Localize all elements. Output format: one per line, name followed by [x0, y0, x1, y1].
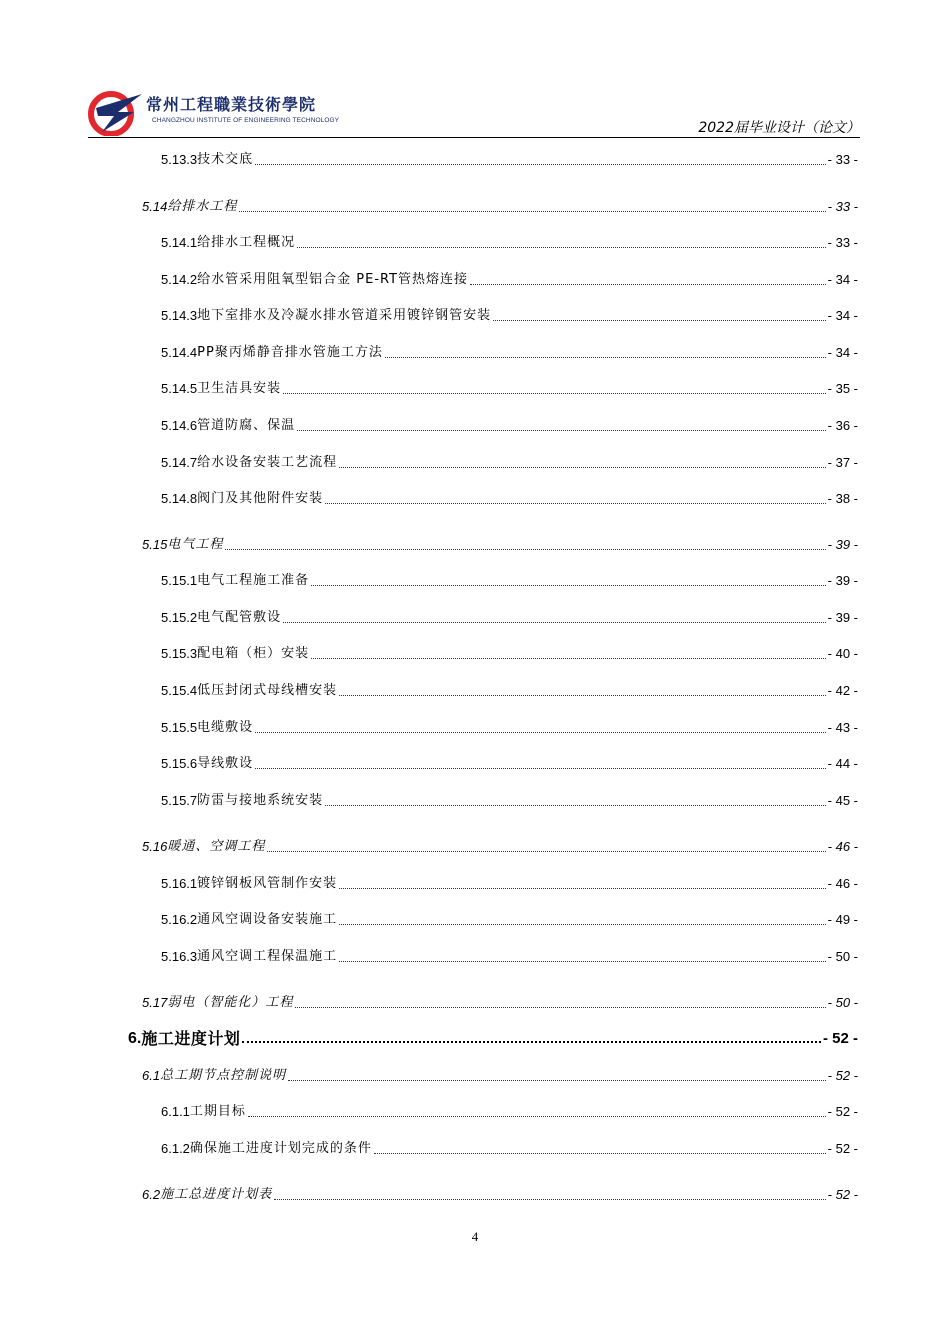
header-divider	[88, 137, 860, 138]
toc-entry[interactable]	[161, 717, 858, 737]
toc-entry-number: 6.1.1	[161, 1104, 190, 1119]
toc-entry[interactable]	[161, 269, 858, 289]
toc-dot-leader	[470, 284, 826, 285]
school-name-en: CHANGZHOU INSTITUTE OF ENGINEERING TECHNOLOGY	[152, 117, 340, 124]
toc-dot-leader	[225, 549, 825, 550]
toc-entry-number: 5.15.4	[161, 683, 198, 698]
toc-dot-leader	[242, 1041, 821, 1043]
toc-entry-page: - 39 -	[827, 573, 858, 588]
toc-entry[interactable]	[161, 232, 858, 252]
toc-dot-leader	[339, 467, 825, 468]
toc-entry-number: 5.15	[142, 537, 168, 552]
toc-entry-number: 5.16.3	[161, 949, 198, 964]
toc-dot-leader	[325, 503, 825, 504]
toc-entry-number: 5.16.2	[161, 912, 198, 927]
toc-entry-number: 5.13.3	[161, 152, 198, 167]
toc-dot-leader	[274, 1199, 826, 1200]
toc-entry-page: - 44 -	[827, 756, 858, 771]
toc-entry[interactable]	[161, 149, 858, 169]
toc-dot-leader	[311, 585, 825, 586]
toc-entry[interactable]	[161, 753, 858, 773]
toc-dot-leader	[339, 695, 825, 696]
toc-entry-page: - 52 -	[827, 1141, 858, 1156]
toc-entry-number: 5.14.3	[161, 308, 198, 323]
toc-entry-page: - 37 -	[827, 455, 858, 470]
toc-entry-number: 5.14.1	[161, 235, 198, 250]
toc-entry-page: - 50 -	[827, 995, 858, 1010]
toc-entry-page: - 39 -	[827, 610, 858, 625]
toc-entry-title: 施工总进度计划表	[160, 1187, 273, 1202]
toc-entry-page: - 42 -	[827, 683, 858, 698]
toc-entry-page: - 39 -	[827, 537, 858, 552]
toc-dot-leader	[297, 430, 825, 431]
toc-entry-page: - 46 -	[827, 839, 858, 854]
toc-entry-number: 5.16.1	[161, 876, 198, 891]
toc-dot-leader	[255, 164, 825, 165]
toc-entry-number: 5.14.4	[161, 345, 198, 360]
toc-entry-number: 5.17	[142, 995, 168, 1010]
toc-entry-number: 5.14.7	[161, 455, 198, 470]
toc-entry[interactable]	[161, 415, 858, 435]
toc-entry-page: - 52 -	[827, 1068, 858, 1083]
toc-entry-number: 6.	[128, 1030, 142, 1047]
toc-entry[interactable]	[161, 488, 858, 508]
toc-dot-leader	[339, 961, 825, 962]
toc-entry-title: 电气工程施工准备	[197, 573, 310, 588]
toc-dot-leader	[283, 393, 825, 394]
toc-entry-number: 5.15.2	[161, 610, 198, 625]
toc-dot-leader	[255, 732, 825, 733]
toc-entry-page: - 40 -	[827, 646, 858, 661]
toc-entry-page: - 43 -	[827, 720, 858, 735]
toc-entry-title: 给排水工程	[167, 199, 238, 214]
toc-entry-title: 阀门及其他附件安装	[197, 491, 324, 506]
toc-entry-number: 5.14.5	[161, 381, 198, 396]
toc-entry-title: 电气配管敷设	[197, 610, 282, 625]
toc-entry-page: - 35 -	[827, 381, 858, 396]
toc-entry[interactable]	[142, 992, 858, 1012]
toc-entry[interactable]	[161, 790, 858, 810]
toc-entry-title: 低压封闭式母线槽安装	[197, 683, 338, 698]
toc-entry-title: 工期目标	[189, 1104, 246, 1119]
toc-entry-title: 施工进度计划	[141, 1029, 241, 1048]
toc-dot-leader	[385, 357, 826, 358]
toc-entry-number: 5.14	[142, 199, 168, 214]
toc-dot-leader	[339, 924, 825, 925]
toc-entry-title: PP聚丙烯静音排水管施工方法	[197, 345, 383, 360]
toc-dot-leader	[248, 1116, 826, 1117]
toc-dot-leader	[267, 851, 825, 852]
toc-entry[interactable]	[142, 534, 858, 554]
toc-entry-page: - 36 -	[827, 418, 858, 433]
toc-entry[interactable]	[161, 305, 858, 325]
school-logo-icon	[88, 90, 146, 136]
toc-entry-number: 6.1.2	[161, 1141, 190, 1156]
toc-entry-page: - 45 -	[827, 793, 858, 808]
toc-entry[interactable]	[161, 378, 858, 398]
toc-entry[interactable]	[161, 452, 858, 472]
toc-entry-page: - 38 -	[827, 491, 858, 506]
toc-entry-number: 5.15.7	[161, 793, 198, 808]
toc-entry-page: - 34 -	[827, 272, 858, 287]
toc-entry-title: 暖通、空调工程	[167, 839, 266, 854]
toc-entry-number: 6.2	[142, 1187, 161, 1202]
toc-entry-title: 通风空调工程保温施工	[197, 949, 338, 964]
toc-dot-leader	[288, 1080, 826, 1081]
toc-entry[interactable]	[161, 909, 858, 929]
toc-entry-number: 5.15.5	[161, 720, 198, 735]
toc-entry[interactable]	[142, 1184, 858, 1204]
toc-dot-leader	[325, 805, 825, 806]
toc-entry-title: 电缆敷设	[197, 720, 254, 735]
toc-entry-page: - 33 -	[827, 199, 858, 214]
toc-dot-leader	[283, 622, 825, 623]
toc-entry[interactable]	[161, 342, 858, 362]
toc-entry[interactable]	[142, 836, 858, 856]
toc-entry[interactable]	[161, 570, 858, 590]
toc-entry-number: 5.14.2	[161, 272, 198, 287]
toc-dot-leader	[295, 1007, 825, 1008]
toc-entry-number: 5.15.1	[161, 573, 198, 588]
page-header	[88, 84, 860, 138]
toc-entry-title: 导线敷设	[197, 756, 254, 771]
toc-entry-page: - 52 -	[822, 1030, 858, 1047]
toc-entry-number: 5.16	[142, 839, 168, 854]
toc-entry-number: 5.14.6	[161, 418, 198, 433]
toc-entry-number: 5.15.6	[161, 756, 198, 771]
toc-entry[interactable]	[128, 1028, 858, 1048]
toc-entry-page: - 52 -	[827, 1104, 858, 1119]
toc-entry-page: - 33 -	[827, 152, 858, 167]
toc-entry-title: 防雷与接地系统安装	[197, 793, 324, 808]
toc-entry[interactable]	[161, 680, 858, 700]
toc-entry[interactable]	[161, 873, 858, 893]
toc-entry-page: - 52 -	[827, 1187, 858, 1202]
toc-entry-title: 给水管采用阻氧型铝合金 PE-RT管热熔连接	[197, 272, 469, 287]
toc-entry[interactable]	[142, 1065, 858, 1085]
toc-entry-page: - 50 -	[827, 949, 858, 964]
toc-entry-page: - 33 -	[827, 235, 858, 250]
toc-dot-leader	[239, 211, 825, 212]
toc-entry-title: 总工期节点控制说明	[160, 1068, 287, 1083]
toc-entry[interactable]	[161, 643, 858, 663]
toc-entry-number: 5.14.8	[161, 491, 198, 506]
toc-entry-title: 给排水工程概况	[197, 235, 296, 250]
toc-dot-leader	[493, 320, 825, 321]
toc-entry-page: - 34 -	[827, 345, 858, 360]
toc-entry-title: 镀锌钢板风管制作安装	[197, 876, 338, 891]
toc-entry-title: 确保施工进度计划完成的条件	[189, 1141, 372, 1156]
toc-entry[interactable]	[142, 196, 858, 216]
toc-entry-title: 电气工程	[167, 537, 224, 552]
toc-entry[interactable]	[161, 1138, 858, 1158]
toc-entry-number: 6.1	[142, 1068, 161, 1083]
toc-entry-title: 通风空调设备安装施工	[197, 912, 338, 927]
document-title: 2022届毕业设计（论文）	[698, 120, 860, 136]
toc-entry-title: 地下室排水及冷凝水排水管道采用镀锌钢管安装	[197, 308, 492, 323]
toc-dot-leader	[297, 247, 825, 248]
toc-entry-title: 管道防腐、保温	[197, 418, 296, 433]
page-number: 4	[471, 1229, 479, 1244]
toc-entry[interactable]	[161, 1101, 858, 1121]
toc-dot-leader	[339, 888, 825, 889]
school-name-cn: 常州工程職業技術學院	[146, 95, 317, 114]
toc-dot-leader	[255, 768, 825, 769]
toc-entry-page: - 34 -	[827, 308, 858, 323]
toc-entry-number: 5.15.3	[161, 646, 198, 661]
toc-entry[interactable]	[161, 946, 858, 966]
toc-entry-page: - 49 -	[827, 912, 858, 927]
toc-entry-title: 弱电（智能化）工程	[167, 995, 294, 1010]
toc-entry-title: 技术交底	[197, 152, 254, 167]
toc-dot-leader	[311, 658, 825, 659]
toc-entry[interactable]	[161, 607, 858, 627]
toc-entry-title: 配电箱（柜）安装	[197, 646, 310, 661]
toc-entry-page: - 46 -	[827, 876, 858, 891]
toc-entry-title: 卫生洁具安装	[197, 381, 282, 396]
toc-dot-leader	[374, 1153, 826, 1154]
toc-entry-title: 给水设备安装工艺流程	[197, 455, 338, 470]
